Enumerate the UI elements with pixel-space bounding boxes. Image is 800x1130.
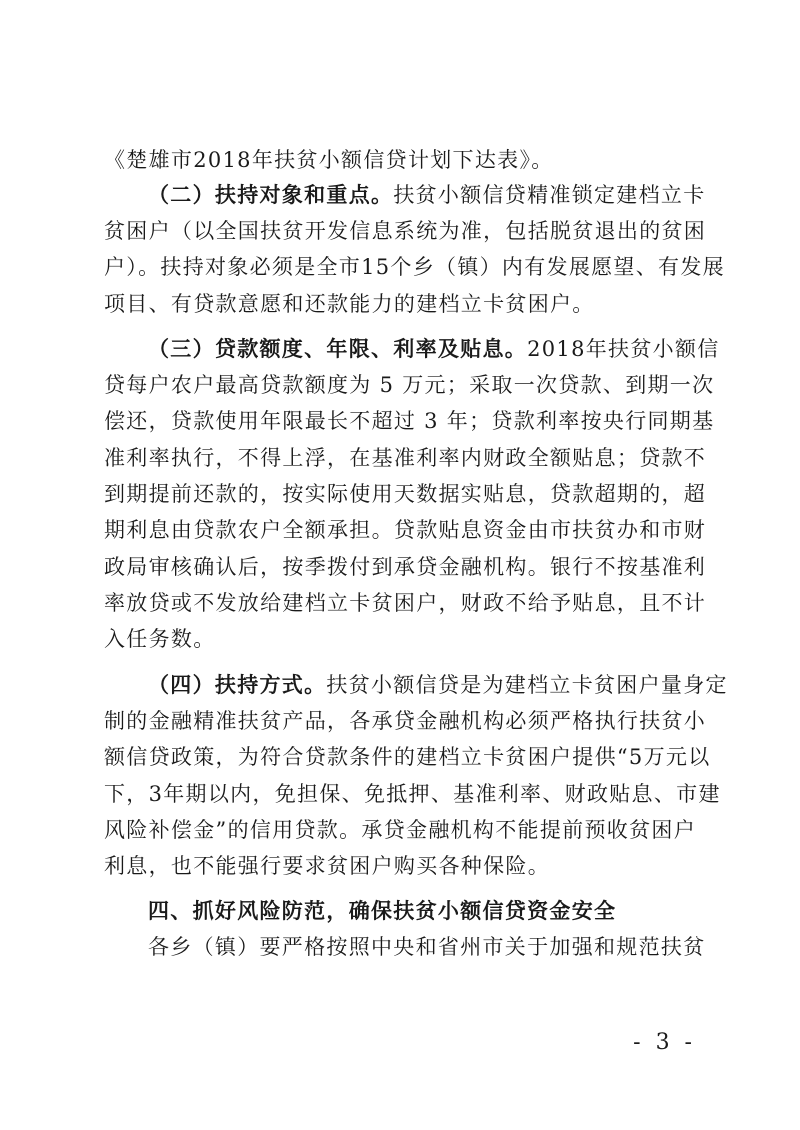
text-line: 下，3年期以内，免担保、免抵押、基准利率、财政贴息、市建 bbox=[104, 782, 721, 806]
text-line: 额信贷政策，为符合贷款条件的建档立卡贫困户提供“5万元以 bbox=[104, 745, 711, 769]
text-line: 户）。扶持对象必须是全市15个乡（镇）内有发展愿望、有发展 bbox=[104, 255, 725, 279]
paragraph-3-first-line bbox=[148, 334, 720, 364]
text-line: 风险补偿金”的信用贷款。承贷金融机构不能提前预收贫困户 bbox=[104, 818, 696, 842]
text-line: 制的金融精准扶贫产品，各承贷金融机构必须严格执行扶贫小 bbox=[104, 709, 707, 733]
section-heading: 四、抓好风险防范，确保扶贫小额信贷资金安全 bbox=[148, 899, 617, 923]
text-line: 率放贷或不发放给建档立卡贫困户，财政不给予贴息，且不计 bbox=[104, 591, 707, 615]
text-line: 利息，也不能强行要求贫困户购买各种保险。 bbox=[104, 854, 550, 878]
subheading-2: （二）扶持对象和重点。 bbox=[148, 183, 394, 207]
text-line: 政局审核确认后，按季拨付到承贷金融机构。银行不按基准利 bbox=[104, 555, 707, 579]
text-run: 扶贫小额信贷精准锁定建档立卡 bbox=[393, 183, 706, 207]
paragraph-4-first-line bbox=[148, 670, 728, 700]
text-run: 扶贫小额信贷是为建档立卡贫困户量身定 bbox=[326, 673, 728, 697]
text-line: 贷每户农户最高贷款额度为 5 万元；采取一次贷款、到期一次 bbox=[104, 373, 715, 397]
subheading-4: （四）扶持方式。 bbox=[148, 673, 327, 697]
text-line: 入任务数。 bbox=[104, 627, 216, 651]
text-line: 偿还，贷款使用年限最长不超过 3 年；贷款利率按央行同期基 bbox=[104, 409, 715, 433]
paragraph-2-first-line bbox=[148, 180, 706, 210]
text-line: 贫困户（以全国扶贫开发信息系统为准，包括脱贫退出的贫困 bbox=[104, 219, 707, 243]
text-line: 到期提前还款的，按实际使用天数据实贴息，贷款超期的，超 bbox=[104, 482, 707, 506]
page-number: - 3 - bbox=[633, 1030, 696, 1055]
text-run: 2018年扶贫小额信 bbox=[527, 337, 720, 361]
text-line: 《楚雄市2018年扶贫小额信贷计划下达表》。 bbox=[104, 148, 554, 172]
text-line: 期利息由贷款农户全额承担。贷款贴息资金由市扶贫办和市财 bbox=[104, 518, 707, 542]
text-line: 项目、有贷款意愿和还款能力的建档立卡贫困户。 bbox=[104, 292, 595, 316]
text-line: 各乡（镇）要严格按照中央和省州市关于加强和规范扶贫 bbox=[148, 935, 706, 959]
subheading-3: （三）贷款额度、年限、利率及贴息。 bbox=[148, 337, 528, 361]
text-line: 准利率执行，不得上浮，在基准利率内财政全额贴息；贷款不 bbox=[104, 446, 707, 470]
